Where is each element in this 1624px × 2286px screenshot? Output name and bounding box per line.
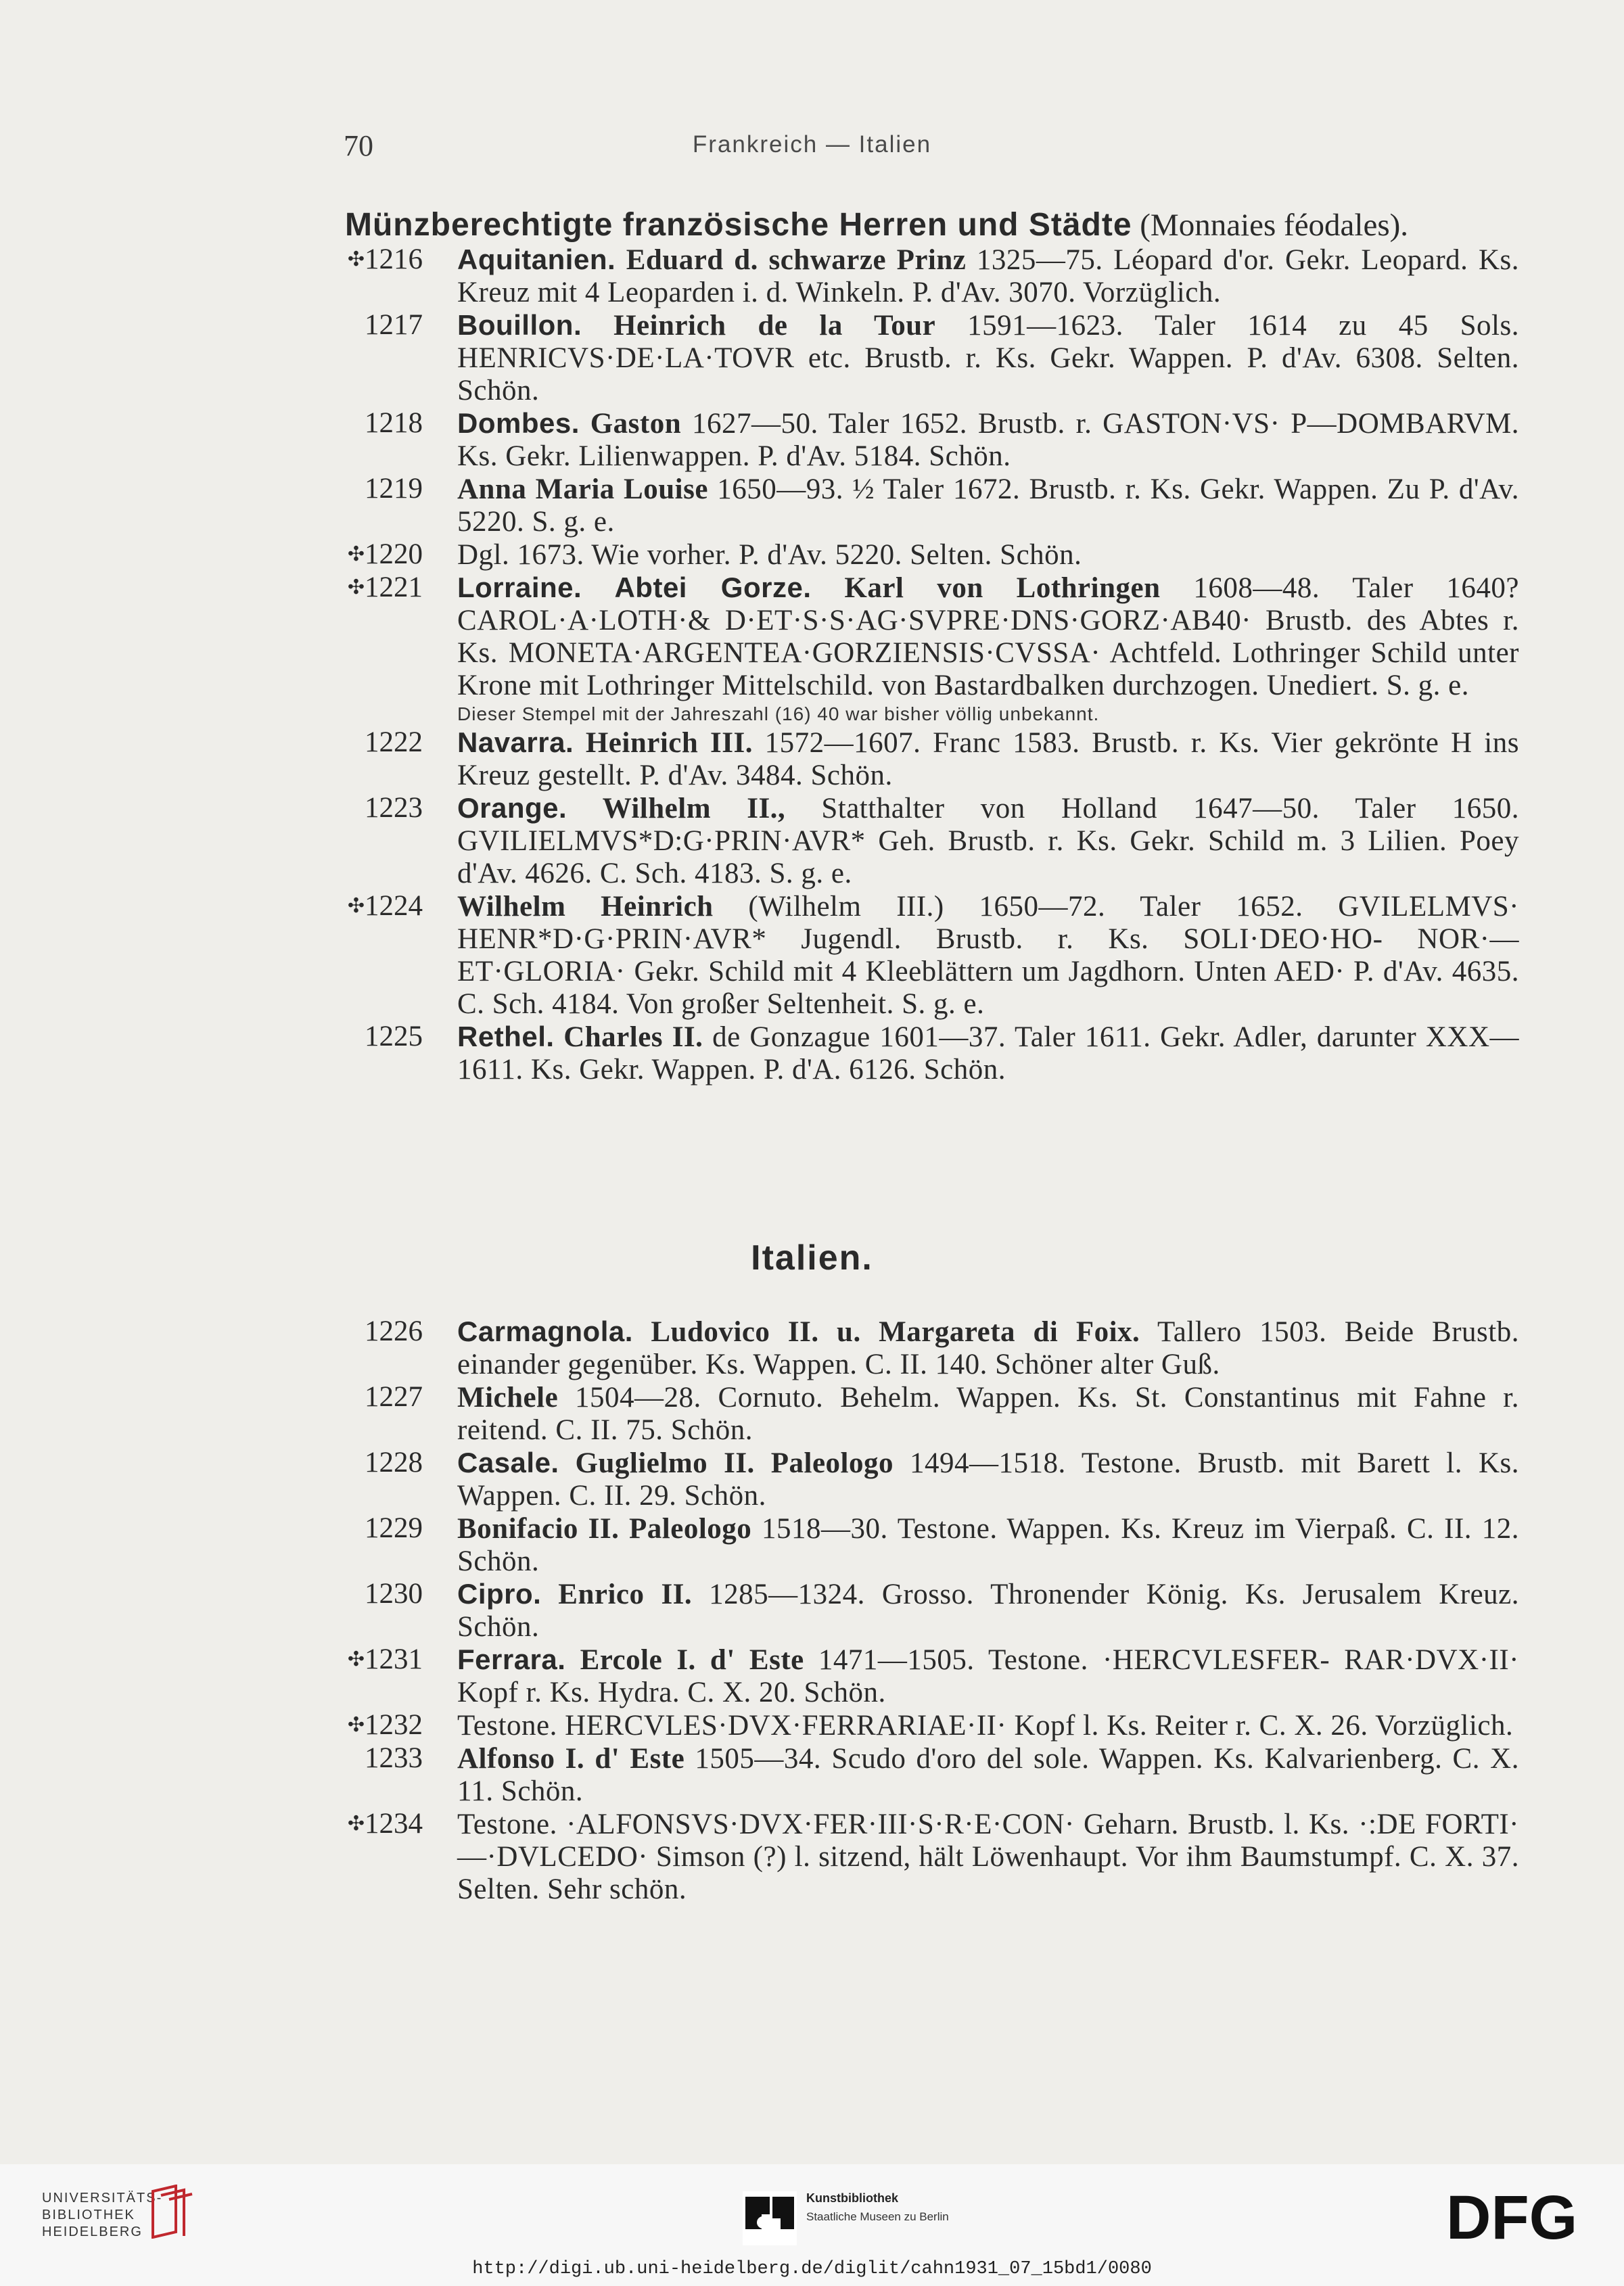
catalog-entry — [0, 1315, 1624, 1381]
university-library-name — [42, 2190, 162, 2241]
entry-description — [457, 538, 1519, 572]
lot-number — [331, 1021, 423, 1053]
entry-place: Casale. — [457, 1447, 559, 1478]
entry-description — [457, 1381, 1519, 1447]
lot-number-text: 1228 — [365, 1447, 423, 1478]
running-title: Frankreich — Italien — [692, 131, 932, 158]
lot-number-text: 1222 — [365, 726, 423, 758]
lot-number — [331, 1643, 423, 1676]
entry-ruler: Heinrich III. — [574, 727, 753, 759]
dfg-logo-text: DFG — [1446, 2190, 1578, 2244]
university-line: HEIDELBERG — [42, 2224, 143, 2239]
entry-ruler: Guglielmo II. Paleologo — [559, 1447, 894, 1479]
entry-text: (Wilhelm III.) 1650—72. Taler 1652. GVILELMVS· HENR*D·G·PRIN·AVR* Jugendl. Brustb. r. Ks. SOLI·DEO·HO- NOR·—ET·GLORIA· Gekr. Schild mit 4 Kleeblättern um Jagdhorn. Unten AED· P. d'Av. 4635. C. Sch. 4184. Von großer Seltenheit. S. g. e. — [457, 891, 1519, 1020]
lot-number — [331, 1578, 423, 1610]
entry-text: 1494—1518. Testone. Brustb. mit Barett l. Ks. Wappen. C. II. 29. Schön. — [457, 1447, 1519, 1512]
lot-number — [331, 1709, 423, 1742]
entry-description — [457, 792, 1519, 890]
entry-text: 1471—1505. Testone. ·HERCVLESFER- RAR·DVX·II· Kopf r. Ks. Hydra. C. X. 20. Schön. — [457, 1644, 1519, 1708]
lot-number — [331, 1742, 423, 1775]
illustrated-marker-icon: ✣ — [347, 1714, 365, 1736]
entry-text: Testone. HERCVLES·DVX·FERRARIAE·II· Kopf l. Ks. Reiter r. C. X. 26. Vorzüglich. — [457, 1710, 1514, 1742]
lot-number-text: 1232 — [365, 1709, 423, 1741]
entry-ruler: Enrico II. — [541, 1579, 693, 1610]
entry-description — [457, 1709, 1519, 1742]
lot-number-text: 1225 — [365, 1021, 423, 1052]
lot-number — [331, 1512, 423, 1545]
entry-ruler: Ercole I. d' Este — [565, 1644, 804, 1676]
lot-number — [331, 538, 423, 571]
kunstbibliothek-subtitle: Staatliche Museen zu Berlin — [806, 2210, 949, 2223]
entry-ruler: Alfonso I. d' Este — [457, 1743, 685, 1775]
entry-place: Navarra. — [457, 726, 574, 758]
entry-description — [457, 1808, 1519, 1906]
footnote: Dieser Stempel mit der Jahreszahl (16) 40 war bisher völlig unbekannt. — [457, 703, 1100, 724]
entry-ruler: Bonifacio II. Paleologo — [457, 1513, 752, 1545]
section-heading-rest: (Monnaies féodales). — [1132, 208, 1409, 243]
catalog-entry — [0, 726, 1624, 792]
entry-description — [457, 890, 1519, 1021]
catalog-entry — [0, 243, 1624, 309]
catalog-entry — [0, 1021, 1624, 1086]
entry-text: 1627—50. Taler 1652. Brustb. r. GASTON·VS· P—DOMBARVM. Ks. Gekr. Lilienwappen. P. d'Av. 5184. Schön. — [457, 408, 1519, 472]
lot-number — [331, 726, 423, 759]
entry-text: 1608—48. Taler 1640? CAROL·A·LOTH·& D·ET·S·S·AG·SVPRE·DNS·GORZ·AB40· Brustb. des Abtes r. Ks. MONETA·ARGENTEA·GORZIENSIS·CVSSA· Achtfeld. Lothringer Schild unter Krone mit Lothringer Mittelschild. von Bastardbalken durchzogen. Unediert. S. g. e. — [457, 572, 1520, 701]
entry-place: Aquitanien. — [457, 243, 616, 275]
lot-number-text: 1216 — [365, 243, 423, 275]
entry-ruler: Wilhelm Heinrich — [457, 891, 714, 923]
entry-text: 1504—28. Cornuto. Behelm. Wappen. Ks. St. Constantinus mit Fahne r. reitend. C. II. 75. Schön. — [457, 1382, 1519, 1446]
catalog-entry — [0, 1808, 1624, 1906]
entry-text: 1650—93. ½ Taler 1672. Brustb. r. Ks. Gekr. Wappen. Zu P. d'Av. 5220. S. g. e. — [457, 473, 1519, 538]
illustrated-marker-icon: ✣ — [347, 576, 365, 599]
catalog-entry — [0, 792, 1624, 890]
entry-description — [457, 1578, 1519, 1643]
kunstbibliothek-logo-icon — [743, 2191, 797, 2245]
catalog-entry — [0, 1578, 1624, 1643]
catalog-entry — [0, 1709, 1624, 1742]
entry-place: Dombes. — [457, 407, 580, 439]
lot-number — [331, 792, 423, 824]
entry-text: 1285—1324. Grosso. Thronender König. Ks. Jerusalem Kreuz. Schön. — [457, 1579, 1519, 1643]
catalog-entry — [0, 1742, 1624, 1808]
lot-number — [331, 407, 423, 440]
entry-ruler: Karl von Lothringen — [811, 572, 1161, 604]
entry-description — [457, 572, 1519, 702]
illustrated-marker-icon: ✣ — [347, 1648, 365, 1671]
catalog-entry — [0, 309, 1624, 407]
catalog-entry — [0, 1512, 1624, 1578]
lot-number-text: 1233 — [365, 1742, 423, 1774]
university-logo-icon — [147, 2185, 195, 2239]
section-heading — [345, 206, 1408, 243]
entry-description — [457, 1447, 1519, 1512]
entry-place: Cipro. — [457, 1578, 542, 1610]
entry-ruler: Ludovico II. u. Margareta di Foix. — [632, 1316, 1140, 1348]
running-head — [0, 129, 1624, 169]
lot-number-text: 1218 — [365, 407, 423, 439]
section-heading-bold: Münzberechtigte französische Herren und Städte — [345, 207, 1132, 243]
lot-number-text: 1227 — [365, 1381, 423, 1413]
entry-place: Lorraine. Abtei Gorze. — [457, 572, 812, 603]
italien-heading: Italien. — [751, 1238, 873, 1278]
catalog-entry — [0, 1447, 1624, 1512]
lot-number — [331, 243, 423, 276]
entry-text: 1518—30. Testone. Wappen. Ks. Kreuz im Vierpaß. C. II. 12. Schön. — [457, 1513, 1519, 1577]
lot-number-text: 1224 — [365, 890, 423, 922]
entry-ruler: Gaston — [579, 408, 682, 440]
lot-number-text: 1231 — [365, 1643, 423, 1675]
catalog-entry — [0, 538, 1624, 572]
illustrated-marker-icon: ✣ — [347, 895, 365, 917]
lot-number-text: 1220 — [365, 538, 423, 570]
entry-text: Tallero 1503. Beide Brustb. einander gegenüber. Ks. Wappen. C. II. 140. Schöner alter Guß. — [457, 1316, 1519, 1380]
illustrated-marker-icon: ✣ — [347, 248, 365, 271]
page-number: 70 — [344, 129, 373, 162]
entry-text: 1591—1623. Taler 1614 zu 45 Sols. HENRICVS·DE·LA·TOVR etc. Brustb. r. Ks. Gekr. Wappen. P. d'Av. 6308. Selten. Schön. — [457, 310, 1519, 406]
lot-number-text: 1234 — [365, 1808, 423, 1840]
entry-ruler: Michele — [457, 1382, 559, 1414]
catalog-entry — [0, 1381, 1624, 1447]
entry-place: Ferrara. — [457, 1643, 566, 1675]
france-entry-list — [0, 243, 1624, 1086]
dfg-logo-icon — [1446, 2190, 1596, 2244]
catalog-entry — [0, 890, 1624, 1021]
entry-text: 1505—34. Scudo d'oro del sole. Wappen. Ks. Kalvarienberg. C. X. 11. Schön. — [457, 1743, 1519, 1807]
permalink-url[interactable]: http://digi.ub.uni-heidelberg.de/diglit/cahn1931_07_15bd1/0080 — [472, 2259, 1152, 2279]
catalog-entry — [0, 572, 1624, 702]
catalog-entry — [0, 473, 1624, 538]
entry-ruler: Anna Maria Louise — [457, 473, 708, 505]
entry-ruler: Heinrich de la Tour — [582, 310, 936, 342]
footer-bar — [0, 2164, 1624, 2286]
catalog-entry — [0, 407, 1624, 473]
entry-text: Dgl. 1673. Wie vorher. P. d'Av. 5220. Selten. Schön. — [457, 539, 1082, 571]
entry-ruler: Eduard d. schwarze Prinz — [616, 244, 967, 276]
entry-place: Rethel. — [457, 1021, 555, 1052]
entry-description — [457, 1021, 1519, 1086]
university-line: UNIVERSITÄTS- — [42, 2191, 163, 2206]
lot-number-text: 1223 — [365, 792, 423, 824]
entry-description — [457, 1643, 1519, 1709]
entry-description — [457, 1512, 1519, 1578]
entry-description — [457, 473, 1519, 538]
entry-text: 1325—75. Léopard d'or. Gekr. Leopard. Ks. Kreuz mit 4 Leoparden i. d. Winkeln. P. d'Av. 3070. Vorzüglich. — [457, 244, 1519, 308]
entry-description — [457, 407, 1519, 473]
entry-ruler: Charles II. — [554, 1021, 703, 1053]
entry-text: Testone. ·ALFONSVS·DVX·FER·III·S·R·E·CON· Geharn. Brustb. l. Ks. ·:DE FORTI·—·DVLCEDO· Simson (?) l. sitzend, hält Löwenhaupt. Vor ihm Baumstumpf. C. X. 37. Selten. Sehr schön. — [457, 1809, 1519, 1905]
lot-number-text: 1226 — [365, 1315, 423, 1347]
entry-place: Bouillon. — [457, 309, 582, 341]
lot-number-text: 1219 — [365, 473, 423, 505]
kunstbibliothek-name: Kunstbibliothek — [806, 2191, 898, 2205]
entry-place: Orange. — [457, 792, 567, 824]
entry-description — [457, 1315, 1519, 1381]
entry-place: Carmagnola. — [457, 1315, 633, 1347]
lot-number-text: 1230 — [365, 1578, 423, 1610]
lot-number — [331, 890, 423, 923]
lot-number — [331, 1808, 423, 1840]
lot-number — [331, 572, 423, 604]
lot-number — [331, 1381, 423, 1414]
illustrated-marker-icon: ✣ — [347, 543, 365, 565]
entry-description — [457, 1742, 1519, 1808]
entry-text: 1572—1607. Franc 1583. Brustb. r. Ks. Vier gekrönte H ins Kreuz gestellt. P. d'Av. 3484. Schön. — [457, 727, 1519, 791]
lot-number-text: 1221 — [365, 572, 423, 603]
lot-number — [331, 1315, 423, 1348]
university-line: BIBLIOTHEK — [42, 2208, 135, 2222]
lot-number — [331, 1447, 423, 1479]
lot-number-text: 1229 — [365, 1512, 423, 1544]
italy-entry-list — [0, 1315, 1624, 1906]
lot-number — [331, 309, 423, 342]
illustrated-marker-icon: ✣ — [347, 1813, 365, 1835]
entry-text: Statthalter von Holland 1647—50. Taler 1650. GVILIELMVS*D:G·PRIN·AVR* Geh. Brustb. r. Ks. Gekr. Schild m. 3 Lilien. Poey d'Av. 4626. C. Sch. 4183. S. g. e. — [457, 793, 1519, 889]
entry-description — [457, 309, 1519, 407]
catalog-entry — [0, 1643, 1624, 1709]
entry-description — [457, 243, 1519, 309]
entry-ruler: Wilhelm II., — [567, 793, 786, 824]
lot-number-text: 1217 — [365, 309, 423, 341]
entry-description — [457, 726, 1519, 792]
lot-number — [331, 473, 423, 505]
entry-text: de Gonzague 1601—37. Taler 1611. Gekr. Adler, darunter XXX—1611. Ks. Gekr. Wappen. P. d'A. 6126. Schön. — [457, 1021, 1519, 1086]
